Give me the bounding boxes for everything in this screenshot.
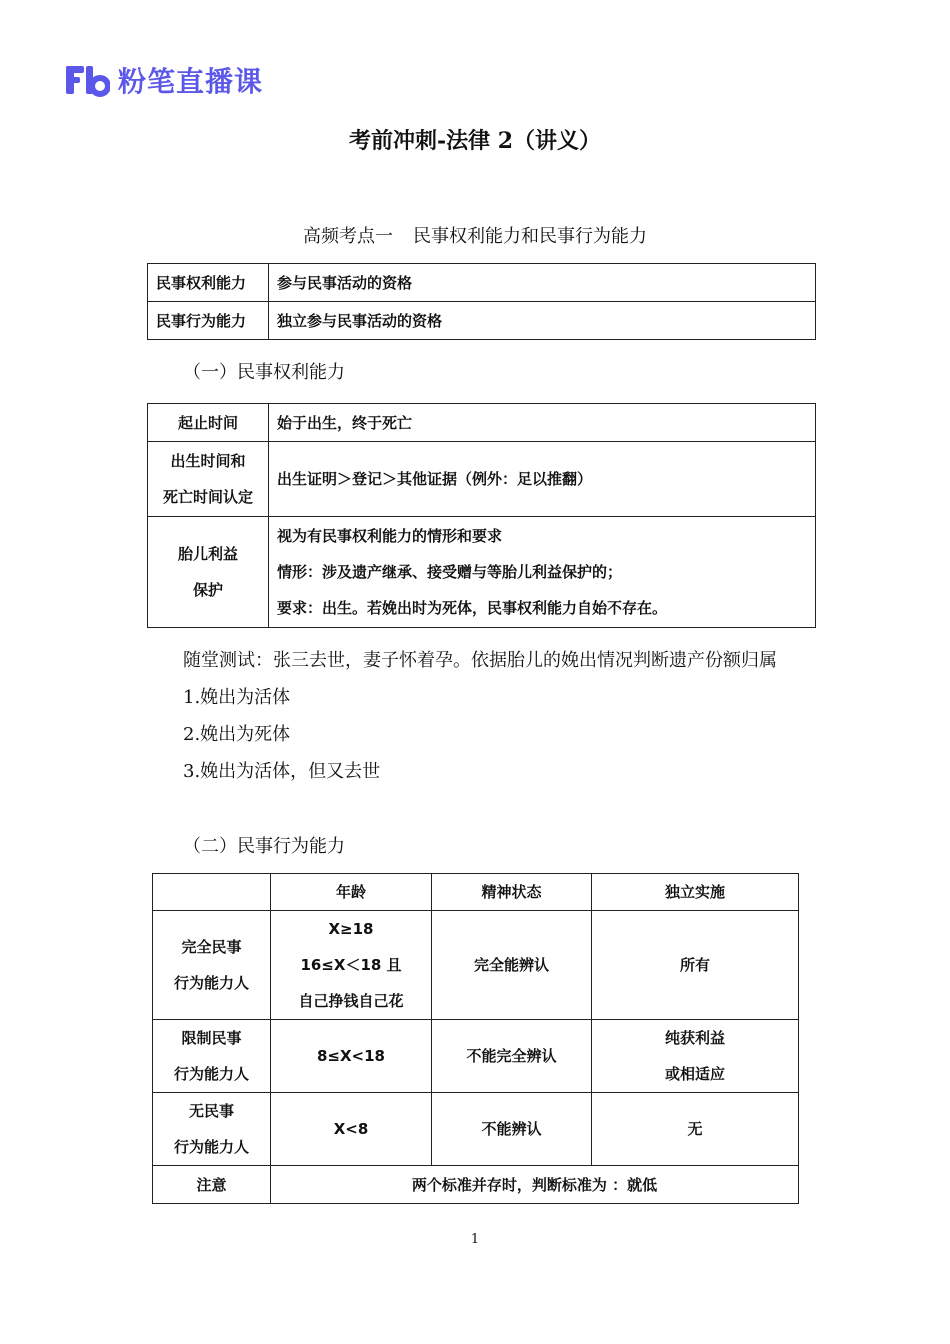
table-cell: 民事行为能力 bbox=[148, 302, 269, 340]
table-cell bbox=[153, 1020, 271, 1093]
table-row bbox=[153, 1093, 799, 1166]
table-cell: 8≤X<18 bbox=[271, 1020, 432, 1093]
cell-line: 无民事 bbox=[188, 1102, 234, 1120]
cell-line: 限制民事 bbox=[181, 1029, 242, 1047]
header-cell: 精神状态 bbox=[432, 874, 592, 911]
quiz-item: 3.娩出为活体，但又去世 bbox=[183, 761, 381, 782]
brand-name: 粉笔直播课 bbox=[118, 65, 264, 98]
quiz-item: 1.娩出为活体 bbox=[183, 687, 291, 708]
section-heading-2: （二）民事行为能力 bbox=[183, 836, 345, 857]
cell-line: 保护 bbox=[192, 581, 223, 599]
table-cell: 无 bbox=[592, 1093, 799, 1166]
cell-line: 完全民事 bbox=[181, 938, 242, 956]
page-title: 考前冲刺-法律 2（讲义） bbox=[348, 128, 602, 154]
cell-line: 行为能力人 bbox=[173, 1138, 249, 1156]
brand-logo bbox=[66, 60, 263, 100]
cell-line: 纯获利益 bbox=[664, 1029, 725, 1047]
cell-line: 自己挣钱自己花 bbox=[298, 992, 404, 1010]
cell-line: 行为能力人 bbox=[173, 974, 249, 992]
table-header-row bbox=[153, 874, 799, 911]
table-cell: 不能完全辨认 bbox=[432, 1020, 592, 1093]
capacity-summary-table bbox=[147, 263, 816, 340]
cell-line: 胎儿利益 bbox=[177, 545, 238, 563]
header-cell: 独立实施 bbox=[592, 874, 799, 911]
civil-rights-capacity-table bbox=[147, 403, 816, 628]
page-number: 1 bbox=[470, 1232, 480, 1247]
cell-line: 视为有民事权利能力的情形和要求 bbox=[277, 527, 503, 545]
cell-line: X≥18 bbox=[328, 920, 374, 938]
table-cell: 起止时间 bbox=[148, 404, 269, 442]
table-cell: 不能辨认 bbox=[432, 1093, 592, 1166]
table-cell bbox=[153, 1093, 271, 1166]
subtitle-topic: 高频考点一 bbox=[303, 226, 393, 247]
civil-conduct-capacity-table bbox=[152, 873, 799, 1204]
table-cell bbox=[153, 911, 271, 1020]
table-cell: 所有 bbox=[592, 911, 799, 1020]
cell-line: 出生时间和 bbox=[170, 452, 246, 470]
table-cell: 参与民事活动的资格 bbox=[269, 264, 816, 302]
cell-line: 要求：出生。若娩出时为死体，民事权利能力自始不存在。 bbox=[277, 599, 668, 617]
table-row bbox=[148, 302, 816, 340]
table-row bbox=[153, 1166, 799, 1204]
table-cell: 完全能辨认 bbox=[432, 911, 592, 1020]
table-cell bbox=[269, 517, 816, 628]
table-row bbox=[148, 404, 816, 442]
table-cell: 出生证明＞登记＞其他证据（例外：足以推翻） bbox=[269, 442, 816, 517]
header-cell: 年龄 bbox=[271, 874, 432, 911]
table-row bbox=[148, 264, 816, 302]
table-row bbox=[153, 1020, 799, 1093]
table-cell: 始于出生，终于死亡 bbox=[269, 404, 816, 442]
cell-line: 或相适应 bbox=[664, 1065, 725, 1083]
table-cell: X<8 bbox=[271, 1093, 432, 1166]
quiz-prompt: 随堂测试：张三去世，妻子怀着孕。依据胎儿的娩出情况判断遗产份额归属 bbox=[183, 650, 777, 671]
cell-line: 情形：涉及遗产继承、接受赠与等胎儿利益保护的； bbox=[277, 563, 623, 581]
table-row bbox=[148, 517, 816, 628]
table-cell bbox=[592, 1020, 799, 1093]
table-cell bbox=[148, 442, 269, 517]
table-row bbox=[148, 442, 816, 517]
table-row bbox=[153, 911, 799, 1020]
table-cell: 民事权利能力 bbox=[148, 264, 269, 302]
table-cell bbox=[271, 911, 432, 1020]
subtitle-text: 民事权利能力和民事行为能力 bbox=[413, 226, 647, 247]
section-subtitle bbox=[0, 222, 950, 248]
quiz-item: 2.娩出为死体 bbox=[183, 724, 291, 745]
cell-line: 死亡时间认定 bbox=[162, 488, 253, 506]
header-cell bbox=[153, 874, 271, 911]
section-heading-1: （一）民事权利能力 bbox=[183, 362, 345, 383]
table-cell: 两个标准并存时，判断标准为 ：就低 bbox=[271, 1166, 799, 1204]
cell-line: 16≤X＜18 且 bbox=[300, 956, 402, 974]
table-cell bbox=[148, 517, 269, 628]
fb-logo-icon bbox=[66, 63, 110, 97]
table-cell: 注意 bbox=[153, 1166, 271, 1204]
cell-line: 行为能力人 bbox=[173, 1065, 249, 1083]
table-cell: 独立参与民事活动的资格 bbox=[269, 302, 816, 340]
